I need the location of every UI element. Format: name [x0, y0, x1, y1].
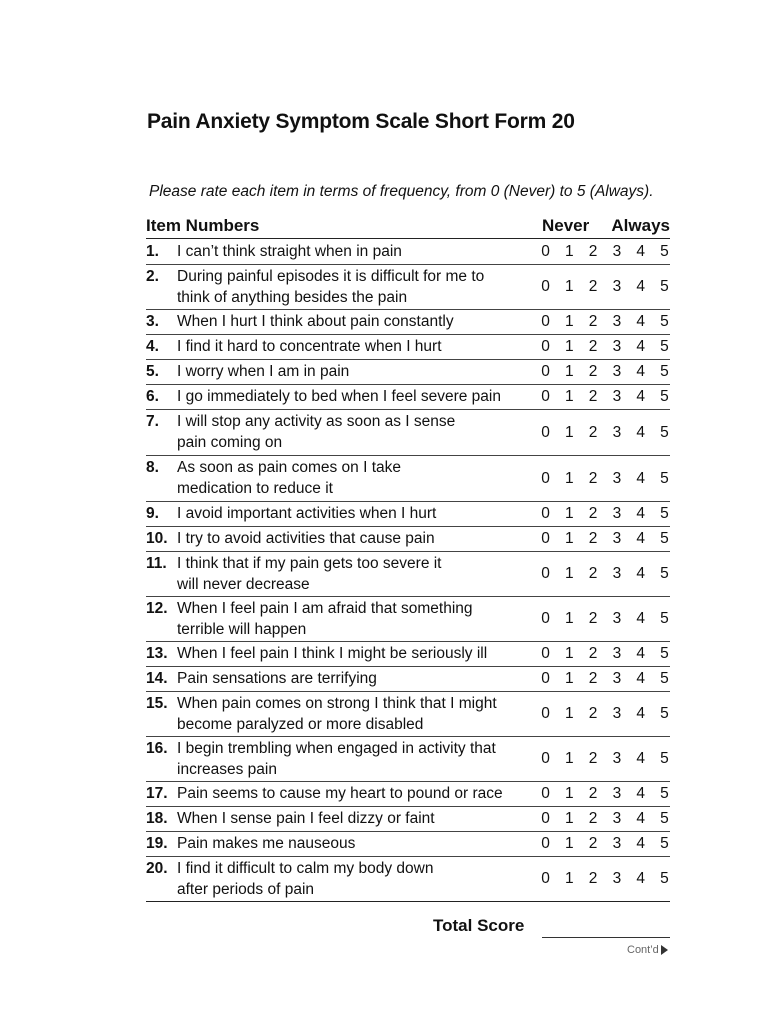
rating-option[interactable]: 2 [588, 835, 598, 852]
always-header: Always [611, 216, 670, 235]
rating-option[interactable]: 1 [564, 750, 574, 767]
rating-option[interactable]: 5 [660, 363, 669, 380]
rating-scale [540, 277, 670, 297]
rating-scale [540, 504, 670, 524]
item-row [146, 857, 670, 902]
rating-scale [540, 809, 670, 829]
rating-scale [540, 312, 670, 332]
rating-option[interactable]: 4 [636, 388, 645, 405]
rating-scale [540, 423, 670, 443]
rating-option[interactable]: 3 [612, 750, 622, 767]
item-text: Pain seems to cause my heart to pound or race [177, 785, 503, 802]
rating-option[interactable]: 4 [636, 645, 645, 662]
rating-option[interactable]: 0 [541, 785, 550, 802]
rating-scale [540, 609, 670, 629]
item-text: As soon as pain comes on I take medication to reduce it [177, 459, 402, 497]
rating-option[interactable]: 0 [541, 610, 550, 627]
rating-option[interactable]: 4 [636, 705, 645, 722]
rating-option[interactable]: 1 [564, 469, 574, 487]
rating-scale [540, 242, 670, 262]
rating-option[interactable]: 5 [660, 469, 669, 487]
item-text: During painful episodes it is difficult for me to think of anything besides the pain [177, 268, 485, 306]
rating-scale [540, 669, 670, 689]
rating-option[interactable]: 0 [541, 469, 550, 487]
rating-option[interactable]: 2 [588, 313, 598, 330]
item-text: When I sense pain I feel dizzy or faint [177, 810, 435, 827]
rating-option[interactable]: 0 [541, 810, 550, 827]
rating-option[interactable]: 3 [612, 670, 622, 687]
rating-option[interactable]: 0 [541, 363, 550, 380]
rating-scale [540, 529, 670, 549]
rating-option[interactable]: 1 [564, 785, 574, 802]
rating-option[interactable]: 3 [612, 645, 622, 662]
rating-option[interactable]: 0 [541, 338, 550, 355]
rating-option[interactable]: 0 [541, 530, 550, 547]
page-title: Pain Anxiety Symptom Scale Short Form 20 [147, 110, 575, 133]
rating-option[interactable]: 2 [588, 705, 598, 722]
rating-option[interactable]: 0 [541, 278, 550, 295]
item-text: I will stop any activity as soon as I sense pain coming on [177, 413, 456, 451]
rating-option[interactable]: 2 [588, 810, 598, 827]
item-numbers-header: Item Numbers [146, 216, 260, 235]
rating-option[interactable]: 4 [636, 610, 645, 627]
rating-option[interactable]: 3 [612, 313, 622, 330]
item-text: I find it difficult to calm my body down after periods of pain [177, 860, 434, 898]
rating-option[interactable]: 2 [588, 645, 598, 662]
rating-option[interactable]: 1 [564, 530, 574, 547]
rating-option[interactable]: 4 [636, 278, 645, 295]
item-text: When I hurt I think about pain constantly [177, 313, 454, 330]
item-text: Pain sensations are terrifying [177, 670, 377, 687]
item-number: 19. [146, 835, 168, 852]
rating-option[interactable]: 5 [660, 530, 669, 547]
rating-option[interactable]: 3 [612, 423, 622, 441]
rating-option[interactable]: 3 [612, 388, 622, 405]
item-row [146, 410, 670, 456]
rating-option[interactable]: 5 [660, 388, 669, 405]
item-row [146, 265, 670, 310]
item-number: 8. [146, 459, 159, 476]
rating-option[interactable]: 3 [612, 565, 622, 582]
rating-option[interactable]: 0 [541, 750, 550, 767]
rating-option[interactable]: 3 [612, 469, 622, 487]
item-number: 4. [146, 338, 159, 355]
item-number: 15. [146, 695, 168, 712]
rating-option[interactable]: 0 [541, 388, 550, 405]
rating-option[interactable]: 3 [612, 835, 622, 852]
total-score-label: Total Score [433, 916, 525, 935]
item-text: When pain comes on strong I think that I might become paralyzed or more disabled [177, 695, 497, 733]
rating-option[interactable]: 2 [588, 363, 598, 380]
rating-scale [540, 749, 670, 769]
header-rule [146, 238, 670, 239]
rating-option[interactable]: 4 [636, 750, 645, 767]
play-arrow-icon [661, 945, 668, 955]
rating-option[interactable]: 4 [636, 785, 645, 802]
rating-option[interactable]: 3 [612, 278, 622, 295]
rating-option[interactable]: 0 [541, 870, 550, 887]
rating-option[interactable]: 3 [612, 363, 622, 380]
item-text: I can’t think straight when in pain [177, 243, 402, 260]
item-number: 7. [146, 413, 159, 430]
rating-option[interactable]: 5 [660, 338, 669, 355]
item-number: 17. [146, 785, 168, 802]
item-text: When I feel pain I am afraid that something terrible will happen [177, 600, 473, 638]
rating-option[interactable]: 0 [541, 670, 550, 687]
item-text: I avoid important activities when I hurt [177, 505, 437, 522]
rating-option[interactable]: 3 [612, 610, 622, 627]
rating-option[interactable]: 1 [564, 313, 574, 330]
rating-option[interactable]: 1 [564, 363, 574, 380]
table-header [146, 215, 670, 239]
item-text: When I feel pain I think I might be seriously ill [177, 645, 488, 662]
item-number: 12. [146, 600, 168, 617]
rating-option[interactable]: 0 [541, 565, 550, 582]
item-number: 18. [146, 810, 168, 827]
rating-option[interactable]: 0 [541, 835, 550, 852]
item-text: I try to avoid activities that cause pain [177, 530, 435, 547]
rating-option[interactable]: 2 [588, 870, 598, 887]
rating-option[interactable]: 5 [660, 243, 669, 260]
rating-option[interactable]: 2 [588, 423, 598, 441]
total-score-field[interactable] [542, 937, 670, 938]
item-row [146, 782, 670, 807]
rating-option[interactable]: 0 [541, 313, 550, 330]
instructions: Please rate each item in terms of frequency, from 0 (Never) to 5 (Always). [149, 183, 654, 200]
rating-scale [540, 564, 670, 584]
rating-option[interactable]: 1 [564, 870, 574, 887]
rating-option[interactable]: 1 [564, 645, 574, 662]
rating-option[interactable]: 4 [636, 505, 645, 522]
rating-option[interactable]: 0 [541, 645, 550, 662]
rating-option[interactable]: 2 [588, 610, 598, 627]
item-row [146, 807, 670, 832]
item-number: 3. [146, 313, 159, 330]
item-number: 9. [146, 505, 159, 522]
item-row [146, 240, 670, 265]
rating-option[interactable]: 1 [564, 835, 574, 852]
rating-option[interactable]: 4 [636, 469, 645, 487]
rating-option[interactable]: 5 [660, 810, 669, 827]
rating-option[interactable]: 2 [588, 530, 598, 547]
item-row [146, 692, 670, 737]
rating-scale [540, 337, 670, 357]
rating-option[interactable]: 1 [564, 243, 574, 260]
rating-option[interactable]: 1 [564, 278, 574, 295]
rating-option[interactable]: 1 [564, 565, 574, 582]
rating-option[interactable]: 1 [564, 423, 574, 441]
rating-option[interactable]: 5 [660, 645, 669, 662]
rating-scale [540, 469, 670, 489]
rating-option[interactable]: 2 [588, 278, 598, 295]
rating-option[interactable]: 5 [660, 670, 669, 687]
rating-scale [540, 834, 670, 854]
rating-scale [540, 644, 670, 664]
rating-option[interactable]: 3 [612, 810, 622, 827]
rating-option[interactable]: 4 [636, 670, 645, 687]
rating-option[interactable]: 2 [588, 750, 598, 767]
rating-option[interactable]: 5 [660, 610, 669, 627]
rating-option[interactable]: 5 [660, 835, 669, 852]
rating-option[interactable]: 1 [564, 338, 574, 355]
rating-option[interactable]: 3 [612, 505, 622, 522]
item-row [146, 502, 670, 527]
rating-option[interactable]: 5 [660, 750, 669, 767]
item-number: 14. [146, 670, 168, 687]
rating-option[interactable]: 4 [636, 363, 645, 380]
rating-option[interactable]: 1 [564, 705, 574, 722]
rating-option[interactable]: 3 [612, 338, 622, 355]
item-number: 1. [146, 243, 159, 260]
rating-option[interactable]: 4 [636, 565, 645, 582]
item-row [146, 360, 670, 385]
rating-option[interactable]: 5 [660, 423, 669, 441]
rating-option[interactable]: 5 [660, 870, 669, 887]
rating-option[interactable]: 0 [541, 705, 550, 722]
item-number: 5. [146, 363, 159, 380]
rating-option[interactable]: 3 [612, 705, 622, 722]
rating-option[interactable]: 2 [588, 338, 598, 355]
rating-option[interactable]: 1 [564, 670, 574, 687]
continued-indicator [627, 944, 668, 956]
rating-option[interactable]: 2 [588, 785, 598, 802]
rating-option[interactable]: 0 [541, 423, 550, 441]
rating-scale [540, 869, 670, 889]
rating-option[interactable]: 4 [636, 530, 645, 547]
item-text: I find it hard to concentrate when I hurt [177, 338, 442, 355]
rating-option[interactable]: 4 [636, 338, 645, 355]
rating-option[interactable]: 2 [588, 388, 598, 405]
rating-option[interactable]: 3 [612, 530, 622, 547]
item-row [146, 597, 670, 642]
rating-option[interactable]: 1 [564, 810, 574, 827]
rating-option[interactable]: 2 [588, 565, 598, 582]
rating-option[interactable]: 3 [612, 785, 622, 802]
rating-option[interactable]: 5 [660, 705, 669, 722]
item-number: 10. [146, 530, 168, 547]
rating-scale [540, 362, 670, 382]
rating-option[interactable]: 3 [612, 243, 622, 260]
rating-option[interactable]: 0 [541, 505, 550, 522]
rating-option[interactable]: 3 [612, 870, 622, 887]
continued-label: Cont’d [627, 944, 659, 956]
rating-option[interactable]: 2 [588, 505, 598, 522]
rating-option[interactable]: 1 [564, 610, 574, 627]
rating-option[interactable]: 1 [564, 505, 574, 522]
item-row [146, 737, 670, 782]
item-text: I think that if my pain gets too severe it will never decrease [177, 555, 442, 593]
rating-option[interactable]: 5 [660, 785, 669, 802]
item-list [146, 240, 670, 902]
never-header: Never [542, 216, 590, 235]
item-number: 16. [146, 740, 168, 757]
rating-option[interactable]: 4 [636, 870, 645, 887]
rating-scale [540, 784, 670, 804]
rating-option[interactable]: 5 [660, 278, 669, 295]
rating-option[interactable]: 4 [636, 810, 645, 827]
item-row [146, 310, 670, 335]
rating-scale [540, 387, 670, 407]
rating-option[interactable]: 5 [660, 313, 669, 330]
item-row [146, 667, 670, 692]
rating-option[interactable]: 1 [564, 388, 574, 405]
item-text: I go immediately to bed when I feel severe pain [177, 388, 501, 405]
rating-option[interactable]: 4 [636, 313, 645, 330]
item-row [146, 527, 670, 552]
item-number: 20. [146, 860, 168, 877]
item-row [146, 832, 670, 857]
item-row [146, 642, 670, 667]
item-number: 13. [146, 645, 168, 662]
item-text: I begin trembling when engaged in activity that increases pain [177, 740, 496, 778]
rating-option[interactable]: 2 [588, 243, 598, 260]
rating-option[interactable]: 2 [588, 670, 598, 687]
item-number: 11. [146, 555, 167, 572]
rating-option[interactable]: 5 [660, 505, 669, 522]
item-number: 2. [146, 268, 159, 285]
item-number: 6. [146, 388, 159, 405]
item-row [146, 552, 670, 597]
rating-option[interactable]: 5 [660, 565, 669, 582]
rating-option[interactable]: 4 [636, 835, 645, 852]
item-text: Pain makes me nauseous [177, 835, 356, 852]
rating-option[interactable]: 4 [636, 423, 645, 441]
rating-option[interactable]: 0 [541, 243, 550, 260]
item-text: I worry when I am in pain [177, 363, 350, 380]
rating-scale [540, 704, 670, 724]
rating-option[interactable]: 4 [636, 243, 645, 260]
rating-option[interactable]: 2 [588, 469, 598, 487]
item-row [146, 456, 670, 502]
item-row [146, 385, 670, 410]
item-row [146, 335, 670, 360]
